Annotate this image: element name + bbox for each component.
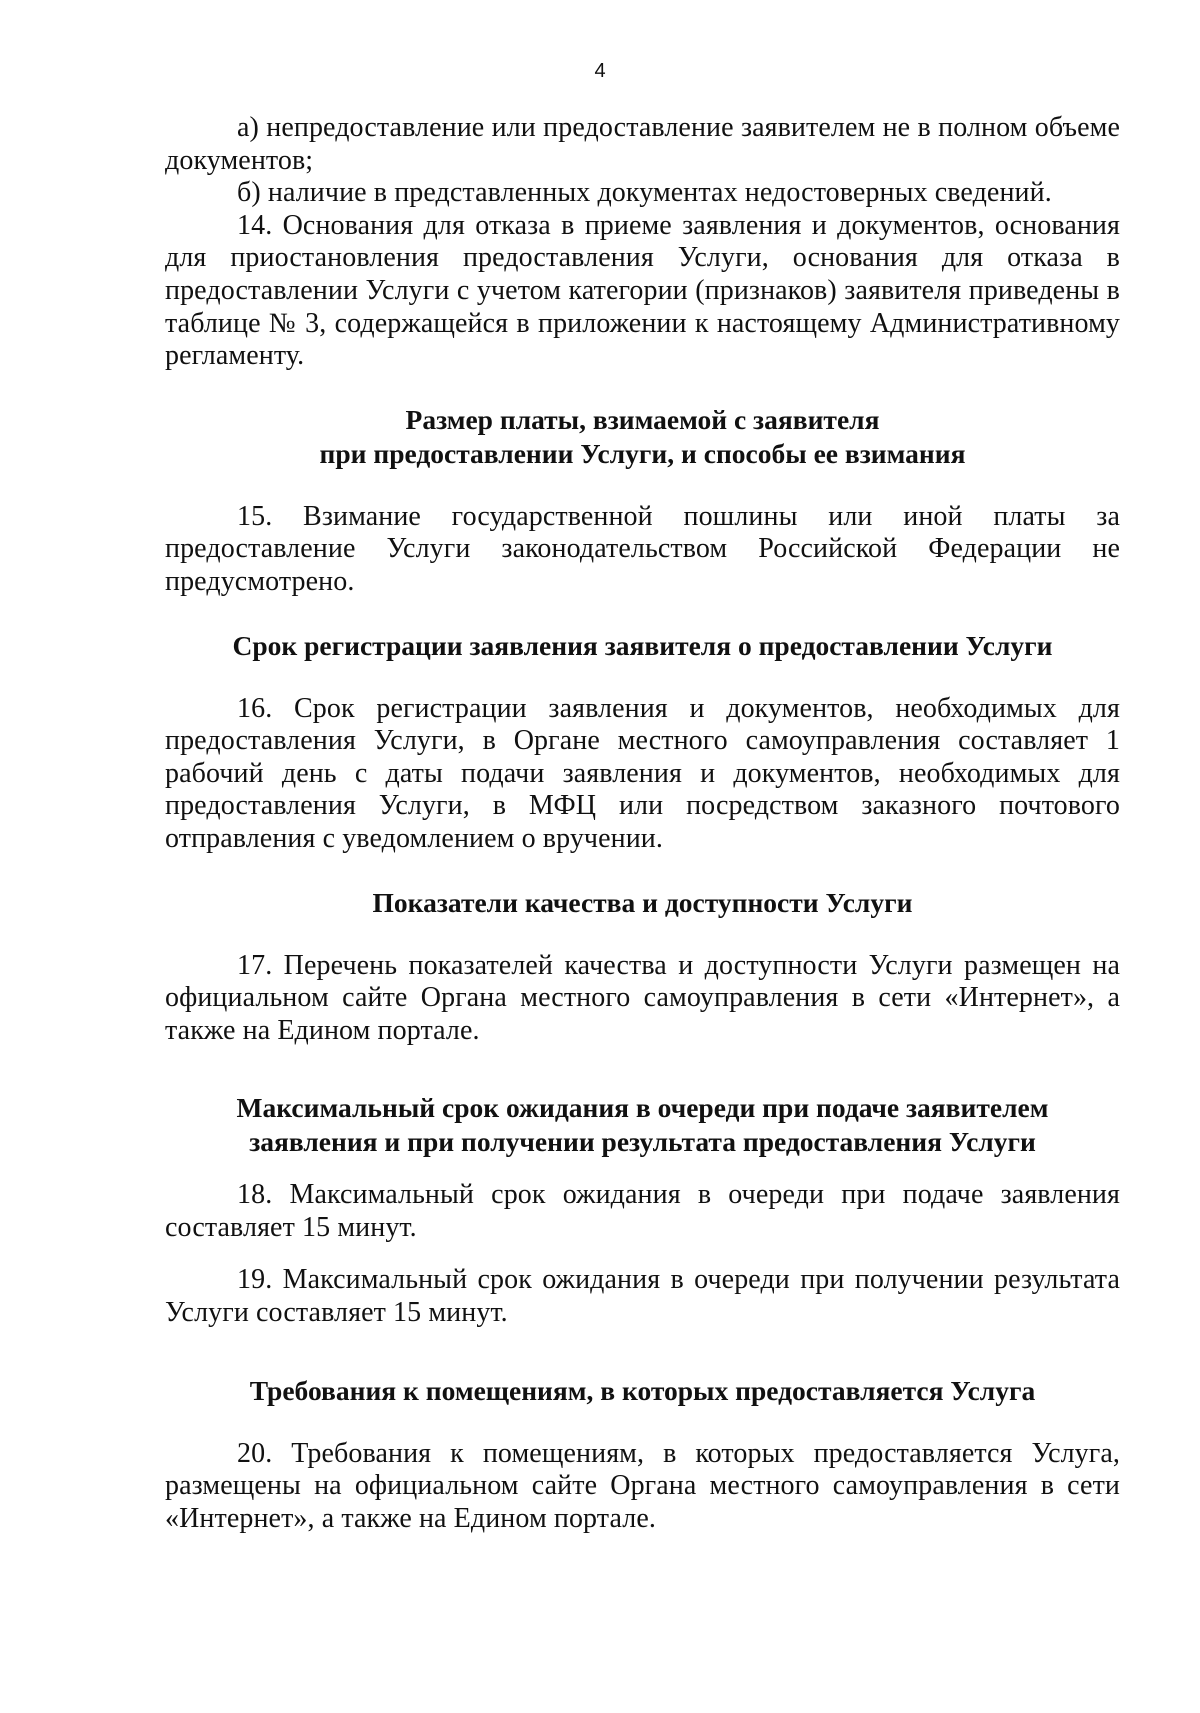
paragraph-15: 15. Взимание государственной пошлины или иной платы за предоставление Услуги законодательством Российской Федерации не предусмотрено.	[165, 500, 1120, 597]
page-number: 4	[594, 60, 606, 82]
paragraph-20: 20. Требования к помещениям, в которых предоставляется Услуга, размещены на официальном сайте Органа местного самоуправления в сети «Интернет», а также на Едином портале.	[165, 1437, 1120, 1534]
heading-wait-line-1: Максимальный срок ожидания в очереди при подаче заявителем	[236, 1092, 1049, 1124]
paragraph-19: 19. Максимальный срок ожидания в очереди при получении результата Услуги составляет 15 минут.	[165, 1264, 1120, 1329]
heading-fee-line-2: при предоставлении Услуги, и способы ее взимания	[319, 437, 966, 469]
paragraph-a: а) непредоставление или предоставление заявителем не в полном объеме документов;	[165, 112, 1120, 176]
heading-quality: Показатели качества и доступности Услуги	[372, 886, 913, 918]
heading-fee-line-1: Размер платы, взимаемой с заявителя	[405, 403, 880, 435]
paragraph-18: 18. Максимальный срок ожидания в очереди при подаче заявления составляет 15 минут.	[165, 1179, 1120, 1243]
paragraph-17: 17. Перечень показателей качества и доступности Услуги размещен на официальном сайте Органа местного самоуправления в сети «Интернет», а также на Едином портале.	[165, 949, 1120, 1046]
paragraph-b: б) наличие в представленных документах недостоверных сведений.	[237, 177, 1052, 209]
paragraph-14: 14. Основания для отказа в приеме заявления и документов, основания для приостановления предоставления Услуги, основания для отказа в предоставлении Услуги с учетом категории (признаков) заявителя приведены в таблице № 3, содержащейся в приложении к настоящему Административному регламенту.	[165, 209, 1120, 372]
heading-premises: Требования к помещениям, в которых предоставляется Услуга	[249, 1374, 1036, 1406]
heading-wait-line-2: заявления и при получении результата предоставления Услуги	[249, 1126, 1036, 1158]
document-body	[165, 112, 1120, 1535]
paragraph-16: 16. Срок регистрации заявления и документов, необходимых для предоставления Услуги, в Органе местного самоуправления составляет 1 рабочий день с даты подачи заявления и документов, необходимых для предоставления Услуги, в МФЦ или посредством заказного почтового отправления с уведомлением о вручении.	[165, 692, 1120, 854]
heading-registration: Срок регистрации заявления заявителя о предоставлении Услуги	[232, 629, 1053, 661]
